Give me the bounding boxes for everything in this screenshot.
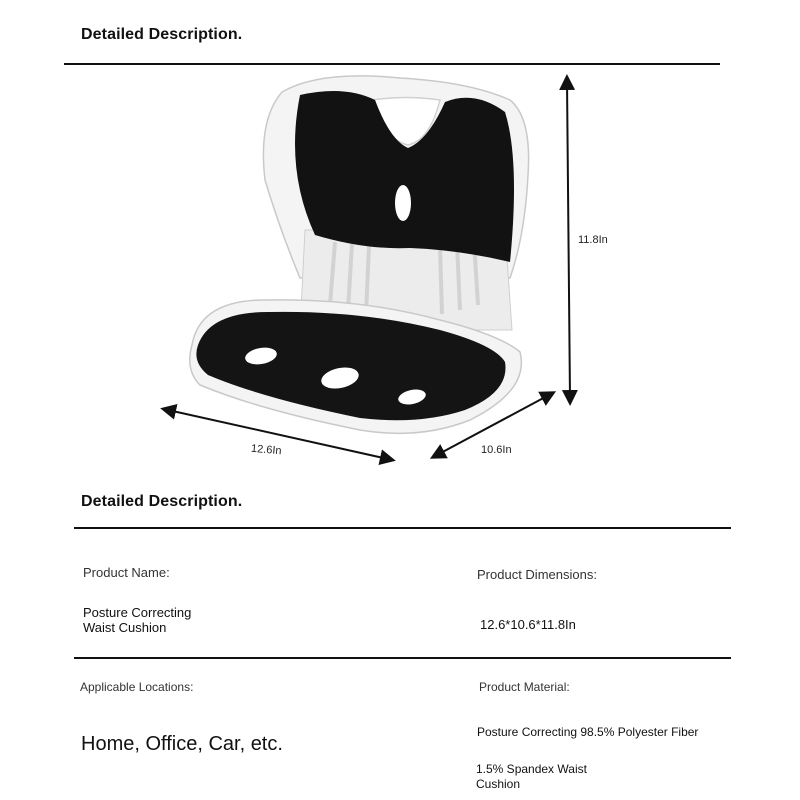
specs-divider	[74, 527, 731, 529]
applicable-locations-label: Applicable Locations:	[80, 680, 194, 694]
product-material-line1: Posture Correcting 98.5% Polyester Fiber	[477, 725, 699, 739]
product-material-line2b: Cushion	[476, 777, 521, 791]
product-name-line1: Posture Correcting	[83, 605, 192, 620]
product-material-line2	[476, 762, 587, 792]
product-material-label: Product Material:	[479, 680, 570, 694]
section-heading-specs: Detailed Description.	[81, 493, 243, 510]
product-dimensions-label: Product Dimensions:	[477, 567, 597, 582]
section-heading-top: Detailed Description.	[81, 26, 243, 43]
product-dimensions-value: 12.6*10.6*11.8In	[480, 617, 576, 632]
height-arrow	[567, 82, 570, 398]
cushion-back-vent	[395, 185, 411, 221]
width-label: 12.6In	[250, 442, 283, 458]
product-name-value	[83, 605, 191, 635]
product-material-line2a: 1.5% Spandex Waist	[476, 762, 587, 776]
product-name-label: Product Name:	[83, 565, 170, 580]
height-label: 11.8In	[578, 234, 608, 246]
product-name-line2: Waist Cushion	[83, 620, 167, 635]
applicable-locations-value: Home, Office, Car, etc.	[81, 733, 283, 755]
depth-label: 10.6In	[481, 444, 512, 456]
specs-middle-divider	[74, 657, 731, 659]
